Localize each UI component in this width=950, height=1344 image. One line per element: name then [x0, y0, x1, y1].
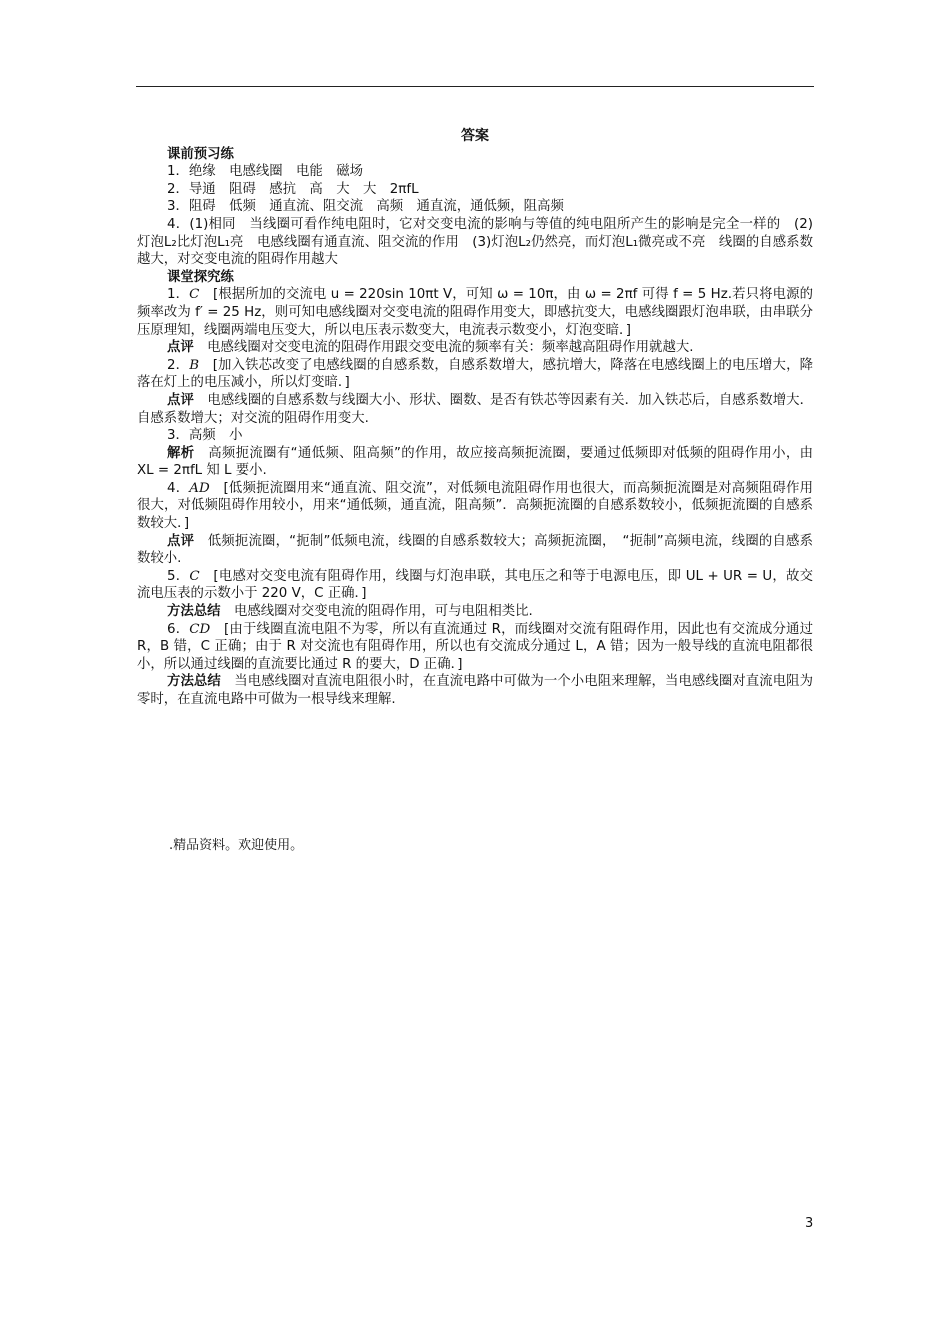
comment-1 [137, 339, 813, 357]
analysis-label: 解析 [167, 445, 195, 461]
answer-choice: AD [189, 480, 210, 496]
item-number: 6． [167, 621, 190, 637]
comment-text: 电感线圈的自感系数与线圈大小、形状、圈数、是否有铁芯等因素有关．加入铁芯后，自感系数增大．自感系数增大；对交流的阻碍作用变大. [137, 392, 813, 426]
comment-label: 点评 [167, 340, 194, 356]
practice-item-1 [137, 286, 813, 339]
analysis-3 [137, 445, 813, 480]
answer-choice: C [189, 287, 200, 303]
analysis-text: 高频扼流圈有“通低频、阻高频”的作用，故应接高频扼流圈，要通过低频即对低频的阻碍作用小，由 XL = 2πfL 知 L 要小. [137, 445, 813, 479]
method-summary-6 [137, 673, 813, 708]
answer-choice: B [189, 357, 200, 373]
comment-text: 电感线圈对交变电流的阻碍作用跟交变电流的频率有关：频率越高阻碍作用就越大. [193, 340, 694, 356]
section-heading-practice: 课堂探究练 [167, 269, 234, 285]
practice-item-5 [137, 568, 813, 603]
method-summary-text: 电感线圈对交变电流的阻碍作用，可与电阻相类比. [220, 604, 533, 620]
answer-choice: CD [189, 621, 211, 637]
method-summary-label: 方法总结 [167, 674, 221, 690]
page-title: 答案 [461, 128, 489, 144]
item-text: [加入铁芯改变了电感线圈的自感系数，自感系数增大，感抗增大，降落在电感线圈上的电压增大，降落在灯上的电压减小，所以灯变暗．] [137, 357, 813, 391]
item-text: [电感对交变电流有阻碍作用，线圈与灯泡串联，其电压之和等于电源电压，即 UL + UR = U，故交流电压表的示数小于 220 V，C 正确．] [137, 568, 813, 602]
preview-item-2: 2．导通 阻碍 感抗 高 大 大 2πfL [167, 181, 419, 197]
item-number: 2． [167, 357, 190, 373]
practice-item-6 [137, 621, 813, 674]
footer-note: .精品资料。欢迎使用。 [169, 838, 304, 853]
preview-item-4: 4．(1)相同 当线圈可看作纯电阻时，它对交变电流的影响与等值的纯电阻所产生的影响是完全一样的 (2)灯泡L₂比灯泡L₁亮 电感线圈有通直流、阻交流的作用 (3)灯泡L₂仍然亮，而灯泡L₁微亮或不亮 线圈的自感系数越大，对交变电流的阻碍作用越大 [137, 216, 813, 268]
method-summary-label: 方法总结 [167, 604, 221, 620]
answer-content [137, 128, 813, 709]
practice-item-3 [137, 427, 813, 445]
comment-label: 点评 [167, 392, 194, 408]
comment-2 [137, 392, 813, 427]
comment-4 [137, 533, 813, 568]
answer-choice: C [189, 568, 200, 584]
item-number: 5． [167, 568, 190, 584]
page-number: 3 [805, 1216, 814, 1231]
comment-text: 低频扼流圈，“扼制”低频电流，线圈的自感系数较大；高频扼流圈， “扼制”高频电流，线圈的自感系数较小. [137, 533, 814, 567]
item-number: 3． [167, 428, 189, 444]
preview-item-1: 1．绝缘 电感线圈 电能 磁场 [167, 164, 363, 180]
method-summary-text: 当电感线圈对直流电阻很小时，在直流电路中可做为一个小电阻来理解，当电感线圈对直流电阻为零时，在直流电路中可做为一根导线来理解. [137, 674, 814, 707]
item-text: 高频 小 [188, 428, 243, 444]
item-number: 4． [167, 480, 190, 496]
method-summary-5 [137, 603, 813, 621]
header-rule [136, 86, 814, 87]
comment-label: 点评 [167, 533, 195, 549]
item-text: [低频扼流圈用来“通直流、阻交流”，对低频电流阻碍作用也很大，而高频扼流圈是对高频阻碍作用很大，对低频阻碍作用较小，用来“通低频，通直流，阻高频”．高频扼流圈的自感系数较小，低频扼流圈的自感系数较大．] [137, 480, 813, 532]
practice-item-4 [137, 480, 813, 533]
preview-item-3: 3．阻碍 低频 通直流、阻交流 高频 通直流，通低频，阻高频 [167, 199, 564, 215]
practice-item-2 [137, 357, 813, 392]
item-text: [根据所加的交流电 u = 220sin 10πt V，可知 ω = 10π，由 ω = 2πf 可得 f = 5 Hz.若只将电源的频率改为 f′ = 25 Hz，则可知电感线圈对交变电流的阻碍作用变大，即感抗变大，电感线圈跟灯泡串联，由串联分压原理知，线圈两端电压变大，所以电压表示数变大，电流表示数变小，灯泡变暗．] [137, 287, 813, 338]
item-text: [由于线圈直流电阻不为零，所以有直流通过 R，而线圈对交流有阻碍作用，因此也有交流成分通过 R，B 错，C 正确；由于 R 对交流也有阻碍作用，所以也有交流成分通过 L，A 错；因为一般导线的直流电阻都很小，所以通过线圈的直流要比通过 R 的要大，D 正确．] [137, 621, 813, 672]
item-number: 1． [167, 287, 190, 303]
section-heading-preview: 课前预习练 [167, 146, 234, 162]
